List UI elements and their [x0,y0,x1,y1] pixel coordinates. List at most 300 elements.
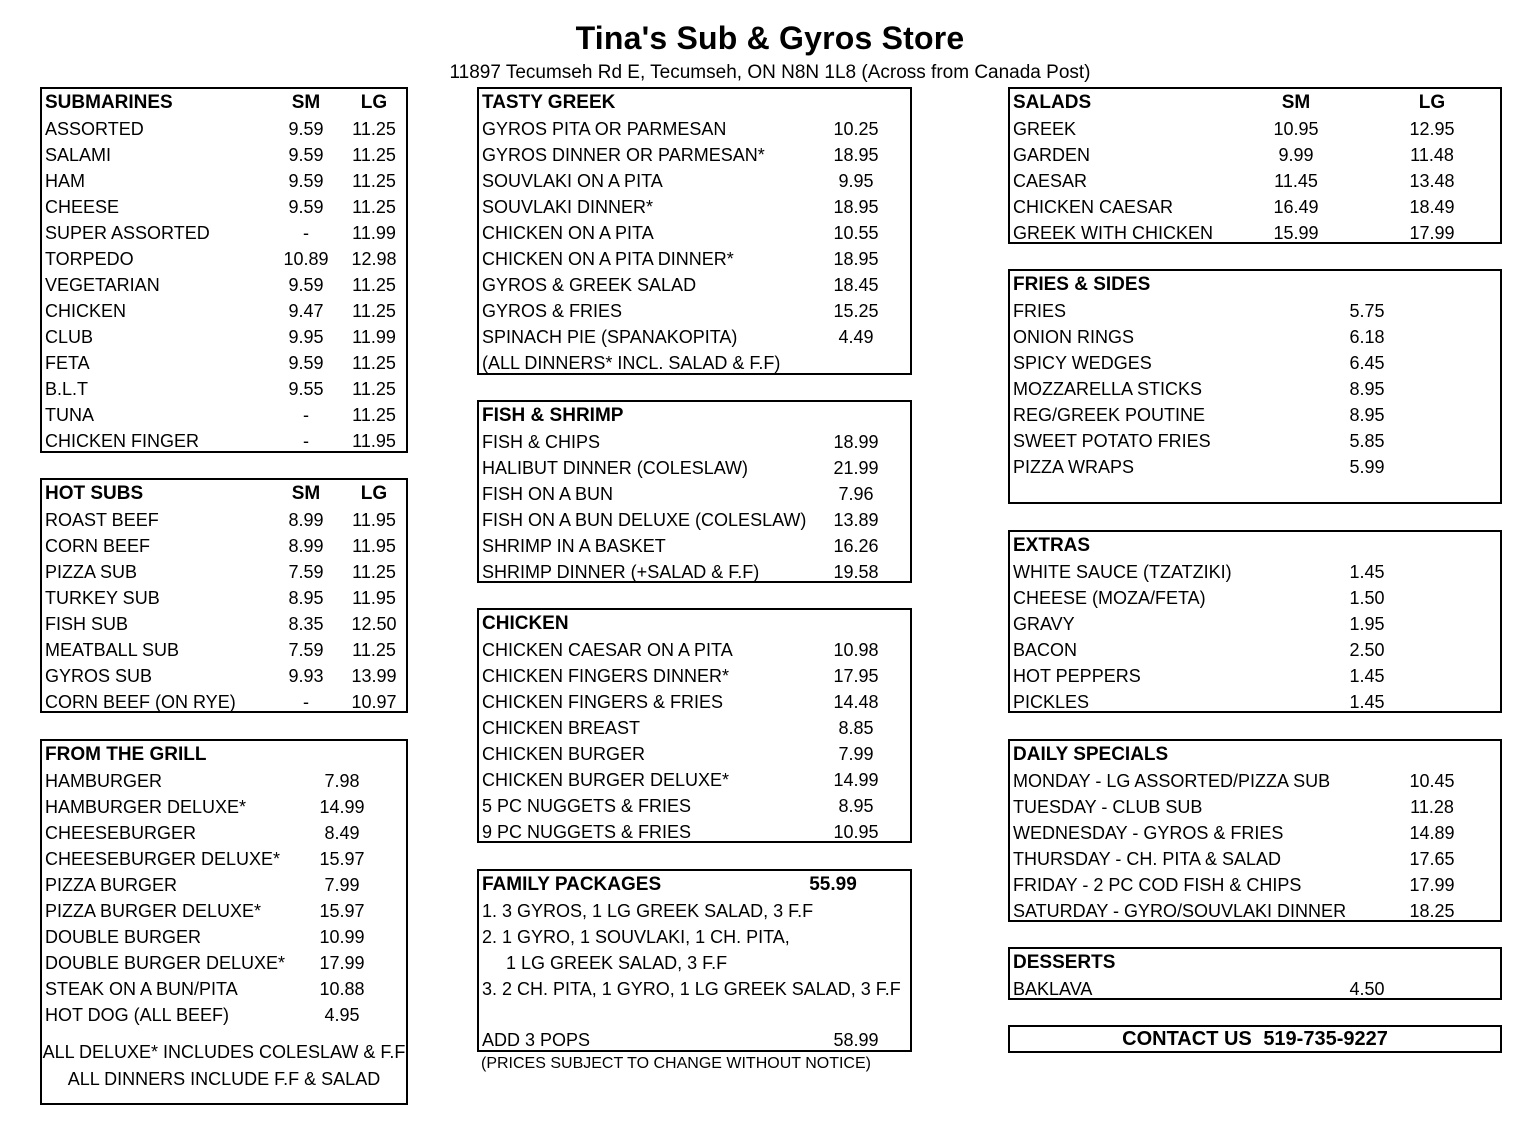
menu-item [479,793,910,819]
price-small: - [303,223,309,243]
item-price: 4.50 [1349,979,1385,999]
tasty-greek-section [477,87,912,375]
size-small-header: SM [291,92,321,113]
price-large: 11.25 [352,171,396,191]
item-name: PICKLES [1013,692,1090,712]
item-price: 6.45 [1349,353,1385,373]
menu-item [479,741,910,767]
family-packages-section [477,869,912,1052]
item-price: 5.85 [1349,431,1385,451]
item-price: 18.95 [833,197,879,217]
item-name: CLUB [45,327,94,347]
size-large-header: LG [360,92,388,113]
item-name: HAM [45,171,85,191]
price-large: 13.99 [351,666,397,686]
item-price: 18.45 [833,275,879,295]
menu-item [479,481,910,507]
price-small: - [303,431,309,451]
price-small: 16.49 [1273,197,1319,217]
menu-item [479,194,910,220]
item-price: 8.85 [838,718,874,738]
contact-section [1008,1025,1502,1053]
menu-item [42,194,406,220]
price-small: 10.95 [1273,119,1319,139]
item-name: TORPEDO [45,249,134,269]
price-small: 11.45 [1274,171,1318,191]
price-large: 11.25 [352,405,396,425]
item-name: CHICKEN BURGER DELUXE* [482,770,730,790]
item-price: 18.25 [1409,901,1455,921]
menu-item [479,663,910,689]
item-name: CAESAR [1013,171,1088,191]
deluxe-note: ALL DELUXE* INCLUDES COLESLAW & F.F [42,1042,406,1062]
item-price: 17.99 [1409,875,1455,895]
menu-item [42,559,406,585]
price-large: 12.98 [351,249,397,269]
dinners-note: ALL DINNERS INCLUDE F.F & SALAD [67,1069,381,1089]
item-name: HOT PEPPERS [1013,666,1141,686]
item-name: (ALL DINNERS* INCL. SALAD & F.F) [482,353,781,373]
menu-item [1010,428,1500,454]
price-small: 9.95 [288,327,324,347]
item-name: SHRIMP DINNER (+SALAD & F.F) [482,562,760,582]
section-title: HOT SUBS [45,483,144,504]
item-price: 10.55 [833,223,879,243]
item-name: CHICKEN ON A PITA DINNER* [482,249,734,269]
menu-item [1010,976,1500,1002]
price-small: 7.59 [288,562,324,582]
menu-item [1010,637,1500,663]
menu-item [1010,794,1500,820]
item-name: TUESDAY - CLUB SUB [1013,797,1203,817]
section-header [1010,272,1500,298]
item-price: 6.18 [1349,327,1385,347]
item-price: 1.45 [1349,562,1385,582]
price-small: 10.89 [283,249,329,269]
item-price: 4.95 [324,1005,360,1025]
item-price: 9.95 [838,171,874,191]
list-item [479,924,910,950]
menu-item [479,715,910,741]
price-small: - [303,692,309,712]
desserts-section [1008,947,1502,1000]
item-price: 13.89 [833,510,879,530]
item-name: FRIDAY - 2 PC COD FISH & CHIPS [1013,875,1302,895]
menu-item [1010,820,1500,846]
menu-item [479,324,910,350]
item-name: ROAST BEEF [45,510,159,530]
item-name: SOUVLAKI ON A PITA [482,171,663,191]
extras-section [1008,530,1502,713]
price-disclaimer: (PRICES SUBJECT TO CHANGE WITHOUT NOTICE) [481,1055,871,1072]
item-name: FRIES [1013,301,1067,321]
item-name: 5 PC NUGGETS & FRIES [482,796,692,816]
item-price: 18.95 [833,249,879,269]
section-header [479,872,910,898]
price-small: 9.59 [288,119,324,139]
item-price: 17.99 [319,953,365,973]
item-name: GRAVY [1013,614,1075,634]
item-price: 18.95 [833,145,879,165]
size-large-header: LG [360,483,388,504]
package-line: 2. 1 GYRO, 1 SOUVLAKI, 1 CH. PITA, [482,927,790,947]
item-price: 15.25 [833,301,879,321]
menu-item [42,637,406,663]
price-small: 8.95 [288,588,324,608]
menu-item [1010,846,1500,872]
menu-item [42,794,406,820]
menu-item [1010,298,1500,324]
size-small-header: SM [1281,92,1311,113]
price-large: 11.25 [352,562,396,582]
menu-item [42,846,406,872]
item-name: CHEESE [45,197,120,217]
menu-item [479,637,910,663]
section-header [1010,742,1500,768]
price-large: 11.95 [352,431,396,451]
price-small: 9.59 [288,171,324,191]
menu-item [1010,376,1500,402]
item-price: 16.26 [833,536,879,556]
price-small: 9.59 [288,145,324,165]
price-small: 15.99 [1273,223,1319,243]
price-large: 11.25 [352,379,396,399]
menu-item [479,689,910,715]
item-name: SALAMI [45,145,112,165]
section-title: FROM THE GRILL [45,744,207,765]
menu-item [479,246,910,272]
item-name: SATURDAY - GYRO/SOUVLAKI DINNER [1013,901,1347,921]
menu-item [42,924,406,950]
menu-item [1010,689,1500,715]
item-price: 1.50 [1349,588,1385,608]
item-name: FETA [45,353,90,373]
menu-item [1010,194,1500,220]
item-name: GREEK [1013,119,1077,139]
item-name: BAKLAVA [1013,979,1093,999]
price-large: 11.25 [352,275,396,295]
menu-item [42,585,406,611]
price-large: 11.99 [352,327,396,347]
item-name: CHICKEN BREAST [482,718,641,738]
section-header [42,481,406,507]
daily-specials-section [1008,739,1502,922]
item-name: PIZZA SUB [45,562,138,582]
family-package-price: 55.99 [809,874,857,895]
fish-shrimp-section [477,400,912,583]
menu-item [42,350,406,376]
menu-item [42,950,406,976]
list-item [479,950,910,976]
contact-line [1010,1027,1500,1051]
size-large-header: LG [1418,92,1446,113]
menu-item [1010,872,1500,898]
price-large: 11.25 [352,640,396,660]
item-name: BACON [1013,640,1078,660]
item-name: GYROS PITA OR PARMESAN [482,119,727,139]
item-price: 4.49 [838,327,874,347]
section-header [479,90,910,116]
package-line: 3. 2 CH. PITA, 1 GYRO, 1 LG GREEK SALAD, 3 F.F [482,979,901,999]
menu-item [1010,402,1500,428]
menu-item [479,533,910,559]
item-name: CHICKEN [45,301,127,321]
section-header [1010,533,1500,559]
menu-item [1010,220,1500,246]
item-name: HAMBURGER [45,771,163,791]
item-price: 8.95 [1349,405,1385,425]
section-title: FISH & SHRIMP [482,405,624,426]
menu-item [42,768,406,794]
menu-item [42,402,406,428]
price-small: 9.59 [288,353,324,373]
item-name: TURKEY SUB [45,588,160,608]
phone-number[interactable]: 519-735-9227 [1263,1028,1388,1050]
price-small: 9.99 [1278,145,1314,165]
menu-item [479,767,910,793]
item-name: SPINACH PIE (SPANAKOPITA) [482,327,738,347]
item-price: 7.99 [324,875,360,895]
item-name: VEGETARIAN [45,275,160,295]
store-address: 11897 Tecumseh Rd E, Tecumseh, ON N8N 1L8 (Across from Canada Post) [449,62,1091,83]
item-name: CORN BEEF (ON RYE) [45,692,236,712]
price-small: 9.93 [288,666,324,686]
item-name: GARDEN [1013,145,1091,165]
item-price: 1.95 [1349,614,1385,634]
price-small: 8.99 [288,510,324,530]
item-name: GYROS & FRIES [482,301,623,321]
add-pops-label: ADD 3 POPS [482,1030,591,1050]
menu-item [42,976,406,1002]
item-price: 14.99 [833,770,879,790]
item-name: PIZZA WRAPS [1013,457,1135,477]
section-header [1010,90,1500,116]
menu-item [42,689,406,715]
menu-item [42,898,406,924]
item-price: 7.98 [324,771,360,791]
section-title: FAMILY PACKAGES [482,874,662,895]
item-price: 11.28 [1410,797,1454,817]
item-price: 7.99 [838,744,874,764]
price-small: - [303,405,309,425]
item-name: CHEESEBURGER DELUXE* [45,849,281,869]
item-name: SWEET POTATO FRIES [1013,431,1211,451]
item-name: STEAK ON A BUN/PITA [45,979,238,999]
menu-item [42,246,406,272]
add-pops-price: 58.99 [833,1030,879,1050]
item-price: 2.50 [1349,640,1385,660]
package-line: 1. 3 GYROS, 1 LG GREEK SALAD, 3 F.F [482,901,814,921]
item-price: 8.49 [324,823,360,843]
item-name: REG/GREEK POUTINE [1013,405,1206,425]
price-small: 7.59 [288,640,324,660]
section-title: DAILY SPECIALS [1013,744,1169,765]
menu-item [42,611,406,637]
item-name: CHEESE (MOZA/FETA) [1013,588,1206,608]
item-name: FISH ON A BUN DELUXE (COLESLAW) [482,510,807,530]
submarines-section [40,87,408,453]
menu-item [479,168,910,194]
item-price: 17.65 [1409,849,1455,869]
item-name: CORN BEEF [45,536,151,556]
item-name: CHICKEN CAESAR ON A PITA [482,640,733,660]
price-small: 8.35 [288,614,324,634]
item-price: 10.95 [833,822,879,842]
item-name: ASSORTED [45,119,144,139]
item-name: CHICKEN CAESAR [1013,197,1174,217]
item-name: SHRIMP IN A BASKET [482,536,666,556]
menu-item [42,1002,406,1028]
store-name: Tina's Sub & Gyros Store [575,20,965,56]
item-name: MONDAY - LG ASSORTED/PIZZA SUB [1013,771,1331,791]
item-name: WEDNESDAY - GYROS & FRIES [1013,823,1284,843]
menu-item [479,142,910,168]
menu-item [42,820,406,846]
item-name: WHITE SAUCE (TZATZIKI) [1013,562,1232,582]
item-name: CHICKEN FINGERS DINNER* [482,666,730,686]
item-price: 10.99 [319,927,365,947]
list-item [479,898,910,924]
menu-item [479,116,910,142]
fries-sides-section [1008,269,1502,504]
menu-item [42,324,406,350]
price-small: 9.55 [288,379,324,399]
item-name: CHICKEN FINGER [45,431,200,451]
price-large: 13.48 [1409,171,1455,191]
menu-item [1010,116,1500,142]
item-name: FISH ON A BUN [482,484,614,504]
price-large: 11.95 [352,510,396,530]
item-price: 5.99 [1349,457,1385,477]
section-title: SUBMARINES [45,92,173,113]
menu-item [42,116,406,142]
from-the-grill-section [40,739,408,1105]
menu-item [479,507,910,533]
item-price: 8.95 [1349,379,1385,399]
item-name: HALIBUT DINNER (COLESLAW) [482,458,749,478]
menu-item [42,663,406,689]
menu-item [1010,559,1500,585]
price-large: 10.97 [351,692,397,712]
item-price: 1.45 [1349,692,1385,712]
item-name: FISH SUB [45,614,129,634]
price-large: 12.95 [1409,119,1455,139]
item-price: 18.99 [833,432,879,452]
size-small-header: SM [291,483,321,504]
item-name: B.L.T [45,379,89,399]
section-title: EXTRAS [1013,535,1091,556]
price-small: 9.59 [288,197,324,217]
list-item [479,1027,910,1053]
menu-item [42,872,406,898]
item-price: 1.45 [1349,666,1385,686]
item-price: 15.97 [319,849,365,869]
price-large: 11.25 [352,145,396,165]
menu-item [479,298,910,324]
item-name: GREEK WITH CHICKEN [1013,223,1214,243]
item-name: MEATBALL SUB [45,640,180,660]
menu-item [479,559,910,585]
menu-item [1010,454,1500,480]
menu-item [479,220,910,246]
item-name: ONION RINGS [1013,327,1135,347]
menu-item [479,455,910,481]
menu-item [1010,324,1500,350]
price-large: 11.25 [352,301,396,321]
price-large: 11.95 [352,536,396,556]
chicken-section [477,608,912,843]
item-price: 10.25 [833,119,879,139]
menu-item [1010,611,1500,637]
price-small: 8.99 [288,536,324,556]
item-name: SPICY WEDGES [1013,353,1152,373]
item-price: 21.99 [833,458,879,478]
item-price: 5.75 [1349,301,1385,321]
section-title: CHICKEN [482,613,569,634]
list-item [479,976,910,1002]
price-large: 11.48 [1410,145,1454,165]
menu-item [42,533,406,559]
menu-item [1010,768,1500,794]
menu-item [42,168,406,194]
price-large: 11.25 [352,353,396,373]
item-name: TUNA [45,405,94,425]
price-large: 18.49 [1409,197,1455,217]
item-price: 8.95 [838,796,874,816]
price-large: 11.99 [352,223,396,243]
section-header [1010,950,1500,976]
item-name: SOUVLAKI DINNER* [482,197,654,217]
menu-item [42,507,406,533]
contact-label: CONTACT US [1122,1028,1252,1050]
section-title: TASTY GREEK [482,92,616,113]
item-name: PIZZA BURGER DELUXE* [45,901,262,921]
menu-item [42,376,406,402]
price-small: 9.59 [288,275,324,295]
item-name: CHICKEN ON A PITA [482,223,654,243]
salads-section [1008,87,1502,244]
menu-item [1010,168,1500,194]
section-header [42,742,406,768]
item-price: 19.58 [833,562,879,582]
item-name: DOUBLE BURGER [45,927,202,947]
item-price: 14.99 [319,797,365,817]
menu-item [479,429,910,455]
hot-subs-section [40,478,408,713]
package-line: 1 LG GREEK SALAD, 3 F.F [506,953,728,973]
item-price: 14.48 [833,692,879,712]
price-large: 17.99 [1409,223,1455,243]
item-name: GYROS & GREEK SALAD [482,275,697,295]
item-price: 14.89 [1409,823,1455,843]
menu-item [42,272,406,298]
price-large: 11.25 [352,119,396,139]
section-title: FRIES & SIDES [1013,274,1151,295]
item-price: 10.45 [1409,771,1455,791]
item-name: FISH & CHIPS [482,432,601,452]
item-name: CHEESEBURGER [45,823,197,843]
menu-item [1010,142,1500,168]
price-large: 12.50 [351,614,397,634]
item-name: HAMBURGER DELUXE* [45,797,247,817]
item-name: GYROS DINNER OR PARMESAN* [482,145,765,165]
price-small: 9.47 [288,301,324,321]
price-large: 11.95 [352,588,396,608]
menu-item [1010,663,1500,689]
section-title: SALADS [1013,92,1092,113]
item-name: DOUBLE BURGER DELUXE* [45,953,286,973]
menu-item [42,298,406,324]
